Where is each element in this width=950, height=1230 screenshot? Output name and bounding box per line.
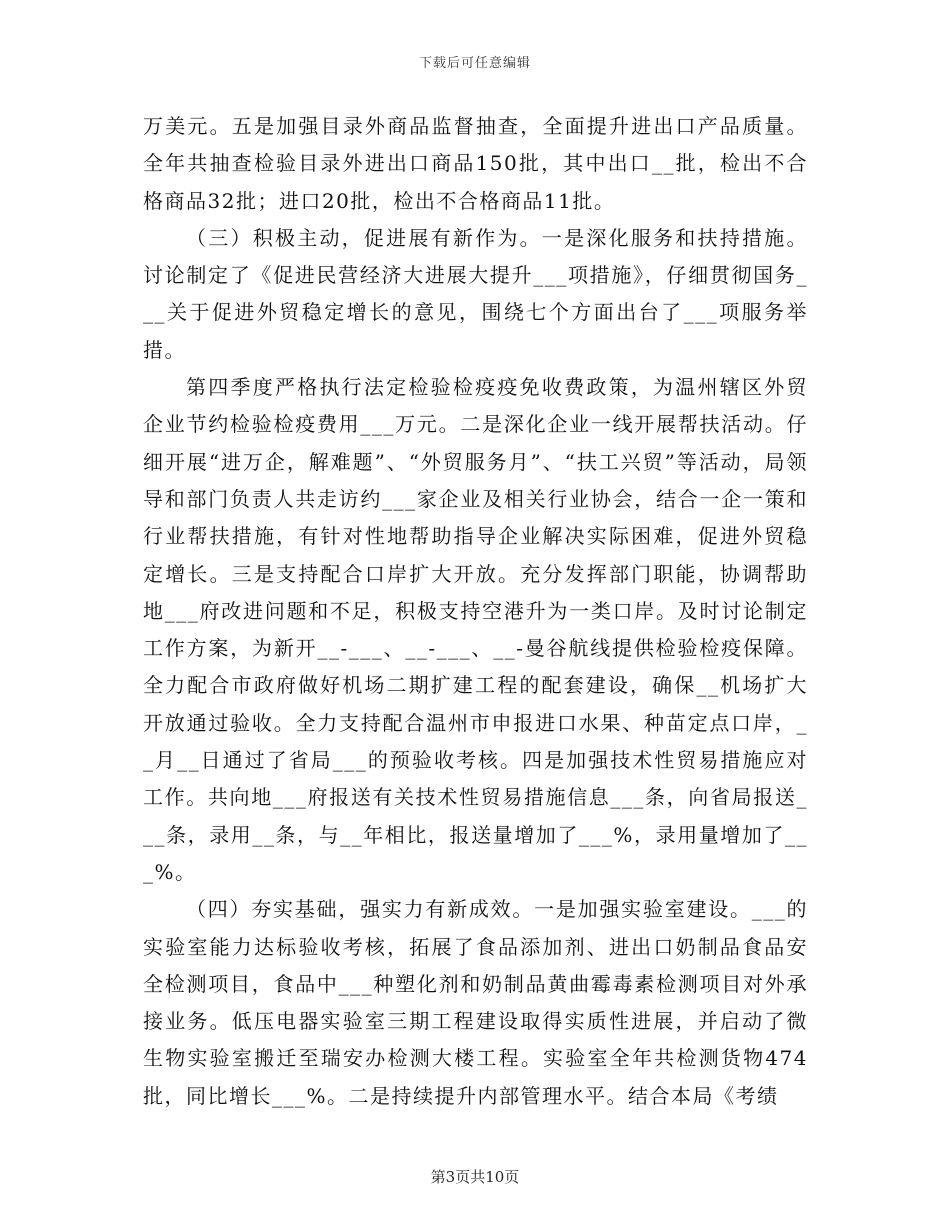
page-number: 第3页共10页 <box>430 1168 520 1186</box>
paragraph-4: （四）夯实基础，强实力有新成效。一是加强实验室建设。___的实验室能力达标验收考核，拓展了食品添加剂、进出口奶制品食品安全检测项目，食品中___种塑化剂和奶制品黄曲霉毒素检测项目对外承接业务。低压电器实验室三期工程建设取得实质性进展，并启动了微生物实验室搬迁至瑞安办检测大楼工程。实验室全年共检测货物474批，同比增长___%。二是持续提升内部管理水平。结合本局《考绩 <box>143 897 808 1108</box>
paragraph-3: 第四季度严格执行法定检验检疫疫免收费政策，为温州辖区外贸企业节约检验检疫费用___万元。二是深化企业一线开展帮扶活动。仔细开展“进万企，解难题”、“外贸服务月”、“扶工兴贸”等活动，局领导和部门负责人共走访约___家企业及相关行业协会，结合一企一策和行业帮扶措施，有针对性地帮助指导企业解决实际困难，促进外贸稳定增长。三是支持配合口岸扩大开放。充分发挥部门职能，协调帮助地___府改进问题和不足，积极支持空港升为一类口岸。及时讨论制定工作方案，为新开__-___、__-___、__-曼谷航线提供检验检疫保障。全力配合市政府做好机场二期扩建工程的配套建设，确保__机场扩大开放通过验收。全力支持配合温州市申报进口水果、种苗定点口岸，__月__日通过了省局___的预验收考核。四是加强技术性贸易措施应对工作。共向地___府报送有关技术性贸易措施信息___条，向省局报送___条，录用__条，与__年相比，报送量增加了___%，录用量增加了___%。 <box>143 375 808 884</box>
page-header: 下载后可任意编辑 <box>418 56 531 71</box>
document-body <box>143 108 808 1115</box>
paragraph-2: （三）积极主动，促进展有新作为。一是深化服务和扶持措施。讨论制定了《促进民营经济大进展大提升___项措施》，仔细贯彻国务___关于促进外贸稳定增长的意见，围绕七个方面出台了___项服务举措。 <box>143 225 808 362</box>
paragraph-1: 万美元。五是加强目录外商品监督抽查，全面提升进出口产品质量。全年共抽查检验目录外进出口商品150批，其中出口__批，检出不合格商品32批；进口20批，检出不合格商品11批。 <box>143 114 808 213</box>
